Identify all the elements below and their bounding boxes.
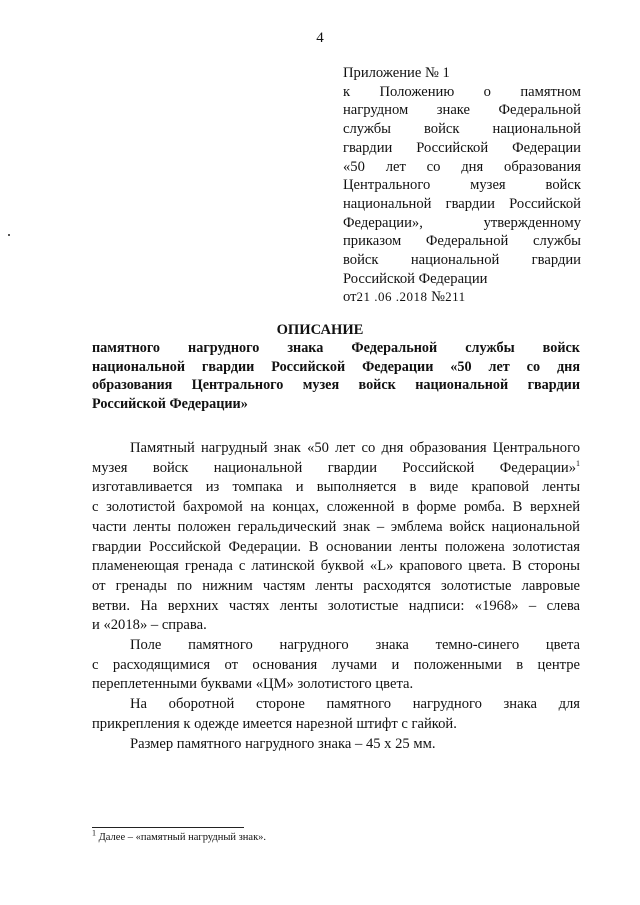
paragraph-description bbox=[92, 439, 580, 636]
text-line: Размер памятного нагрудного знака – 45 х 25 мм. bbox=[130, 735, 436, 752]
footnote-mark: 1 bbox=[576, 458, 580, 468]
text-line: пламенеющая гренада с латинской буквой «L» крапового цвета. В стороны bbox=[92, 558, 580, 575]
text-line: изготавливается из томпака и выполняется в виде краповой ленты bbox=[92, 479, 580, 496]
text-fragment: музея войск национальной гвардии Российской Федерации» bbox=[92, 459, 576, 476]
text-line: ветви. На верхних частях ленты золотистые надписи: «1968» – слева bbox=[92, 597, 580, 614]
footnote bbox=[92, 828, 580, 843]
order-prefix: от bbox=[343, 289, 357, 306]
text-line: с расходящимися от основания лучами и положенными в центре bbox=[92, 656, 580, 673]
appendix-line: гвардии Российской Федерации bbox=[343, 139, 581, 156]
text-line: части ленты положен геральдический знак – эмблема войск национальной bbox=[92, 518, 580, 535]
text-line: и «2018» – справа. bbox=[92, 617, 207, 634]
text-line: с золотистой бахромой на концах, сложенной в форме ромба. В верхней bbox=[92, 499, 580, 516]
subtitle-line: национальной гвардии Российской Федерации «50 лет со дня bbox=[92, 358, 580, 375]
subtitle-line: образования Центрального музея войск национальной гвардии bbox=[92, 377, 580, 394]
footnote-divider bbox=[92, 827, 244, 828]
appendix-line: нагрудном знаке Федеральной bbox=[343, 102, 581, 119]
appendix-line: службы войск национальной bbox=[343, 121, 581, 138]
appendix-line: к Положению о памятном bbox=[343, 83, 581, 100]
appendix-line: Федерации», утвержденному bbox=[343, 214, 581, 231]
document-title: ОПИСАНИЕ bbox=[276, 322, 364, 338]
scan-dot bbox=[8, 234, 10, 236]
appendix-block bbox=[343, 64, 581, 307]
text-line: от гренады по нижним частям ленты расходятся золотистые лавровые bbox=[92, 577, 580, 594]
appendix-line: «50 лет со дня образования bbox=[343, 158, 581, 175]
page-number: 4 bbox=[316, 30, 324, 46]
text-line bbox=[92, 459, 580, 479]
appendix-title: Приложение № 1 bbox=[343, 65, 450, 81]
order-date: 21 .06 .2018 bbox=[356, 289, 428, 305]
appendix-line: Российской Федерации bbox=[343, 270, 488, 287]
order-number-prefix: № bbox=[431, 289, 446, 306]
description-body bbox=[92, 439, 580, 754]
document-subtitle bbox=[92, 339, 580, 413]
appendix-line: приказом Федеральной службы bbox=[343, 233, 581, 250]
paragraph-size bbox=[92, 735, 580, 755]
text-line: прикрепления к одежде имеется нарезной штифт с гайкой. bbox=[92, 715, 457, 732]
order-reference bbox=[343, 288, 581, 307]
footnote-text: Далее – «памятный нагрудный знак». bbox=[98, 832, 267, 843]
text-line: переплетенными буквами «ЦМ» золотистого цвета. bbox=[92, 676, 414, 693]
text-line: Памятный нагрудный знак «50 лет со дня образования Центрального bbox=[130, 440, 580, 456]
appendix-line: войск национальной гвардии bbox=[343, 252, 581, 269]
order-number: 211 bbox=[445, 289, 466, 305]
text-line: гвардии Российской Федерации. В основании ленты положена золотистая bbox=[92, 538, 580, 555]
appendix-line: национальной гвардии Российской bbox=[343, 195, 581, 212]
subtitle-line: Российской Федерации» bbox=[92, 395, 248, 412]
appendix-line: Центрального музея войск bbox=[343, 177, 581, 194]
subtitle-line: памятного нагрудного знака Федеральной службы войск bbox=[92, 340, 580, 356]
text-line: Поле памятного нагрудного знака темно-синего цвета bbox=[130, 637, 580, 654]
paragraph-field bbox=[92, 636, 580, 695]
text-line: На оборотной стороне памятного нагрудного знака для bbox=[130, 696, 580, 713]
paragraph-reverse bbox=[92, 695, 580, 734]
footnote-number: 1 bbox=[92, 828, 96, 838]
